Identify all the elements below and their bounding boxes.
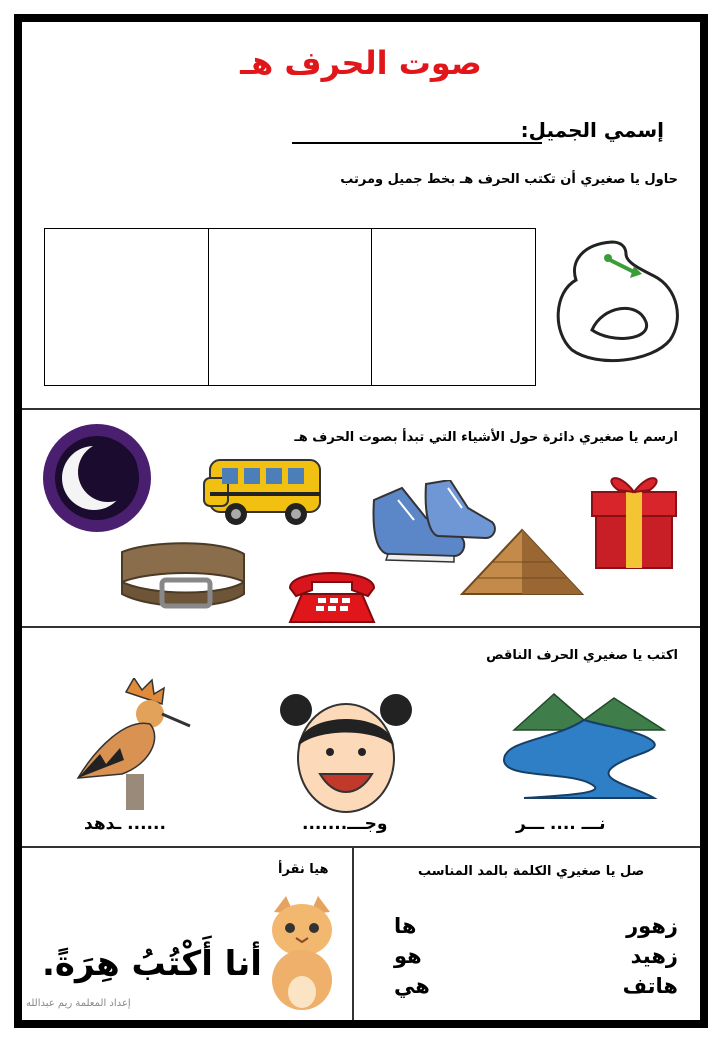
missing-word[interactable]: وجـــ....... xyxy=(302,814,388,834)
moon-icon[interactable] xyxy=(36,422,158,534)
pyramid-icon[interactable] xyxy=(458,526,586,598)
river-icon xyxy=(494,690,684,800)
author-credit: إعداد المعلمة ريم عبدالله xyxy=(26,998,131,1009)
section-divider xyxy=(352,848,354,1020)
match-instruction: صل يا صغيري الكلمة بالمد المناسب xyxy=(418,864,645,879)
writing-grid xyxy=(44,228,536,386)
page-title: صوت الحرف هـ xyxy=(240,44,482,82)
missing-word[interactable]: نـــ .... ـــر xyxy=(516,814,606,834)
writing-cell[interactable] xyxy=(371,229,535,385)
reading-matching-section xyxy=(22,848,700,1020)
match-word-left[interactable]: هو xyxy=(394,944,422,968)
match-word-left[interactable]: ها xyxy=(394,914,417,938)
read-label: هيا نقرأ xyxy=(278,862,329,877)
writing-cell[interactable] xyxy=(45,229,208,385)
writing-section xyxy=(22,22,700,410)
name-label: إسمي الجميل: xyxy=(520,118,664,142)
writing-instruction: حاول يا صغيري أن تكتب الحرف هـ بخط جميل ومرتب xyxy=(340,172,678,187)
telephone-icon[interactable] xyxy=(282,560,382,628)
kitten-icon xyxy=(256,892,348,1010)
match-word-right[interactable]: زهيد xyxy=(630,944,678,968)
match-word-right[interactable]: هاتف xyxy=(622,974,678,998)
hoopoe-bird-icon xyxy=(66,678,196,810)
match-word-right[interactable]: زهور xyxy=(626,914,678,938)
belt-icon[interactable] xyxy=(112,536,252,612)
writing-cell[interactable] xyxy=(208,229,372,385)
circle-section xyxy=(22,410,700,628)
worksheet xyxy=(14,14,708,1028)
letter-ha-outline-icon xyxy=(542,222,692,372)
missing-word[interactable]: ...... ـدهد xyxy=(84,814,166,834)
match-word-left[interactable]: هي xyxy=(394,974,430,998)
name-line[interactable] xyxy=(292,142,542,144)
reading-sentence: أنا أَكْتُبُ هِرَةً. xyxy=(42,944,262,984)
circle-instruction: ارسم يا صغيري دائرة حول الأشياء التي تبدأ بصوت الحرف هـ xyxy=(294,430,678,445)
girl-face-icon xyxy=(274,686,418,816)
bus-icon[interactable] xyxy=(200,452,326,532)
missing-letter-section xyxy=(22,628,700,848)
gift-icon[interactable] xyxy=(588,466,680,570)
missing-letter-instruction: اكتب يا صغيري الحرف الناقص xyxy=(486,648,678,663)
